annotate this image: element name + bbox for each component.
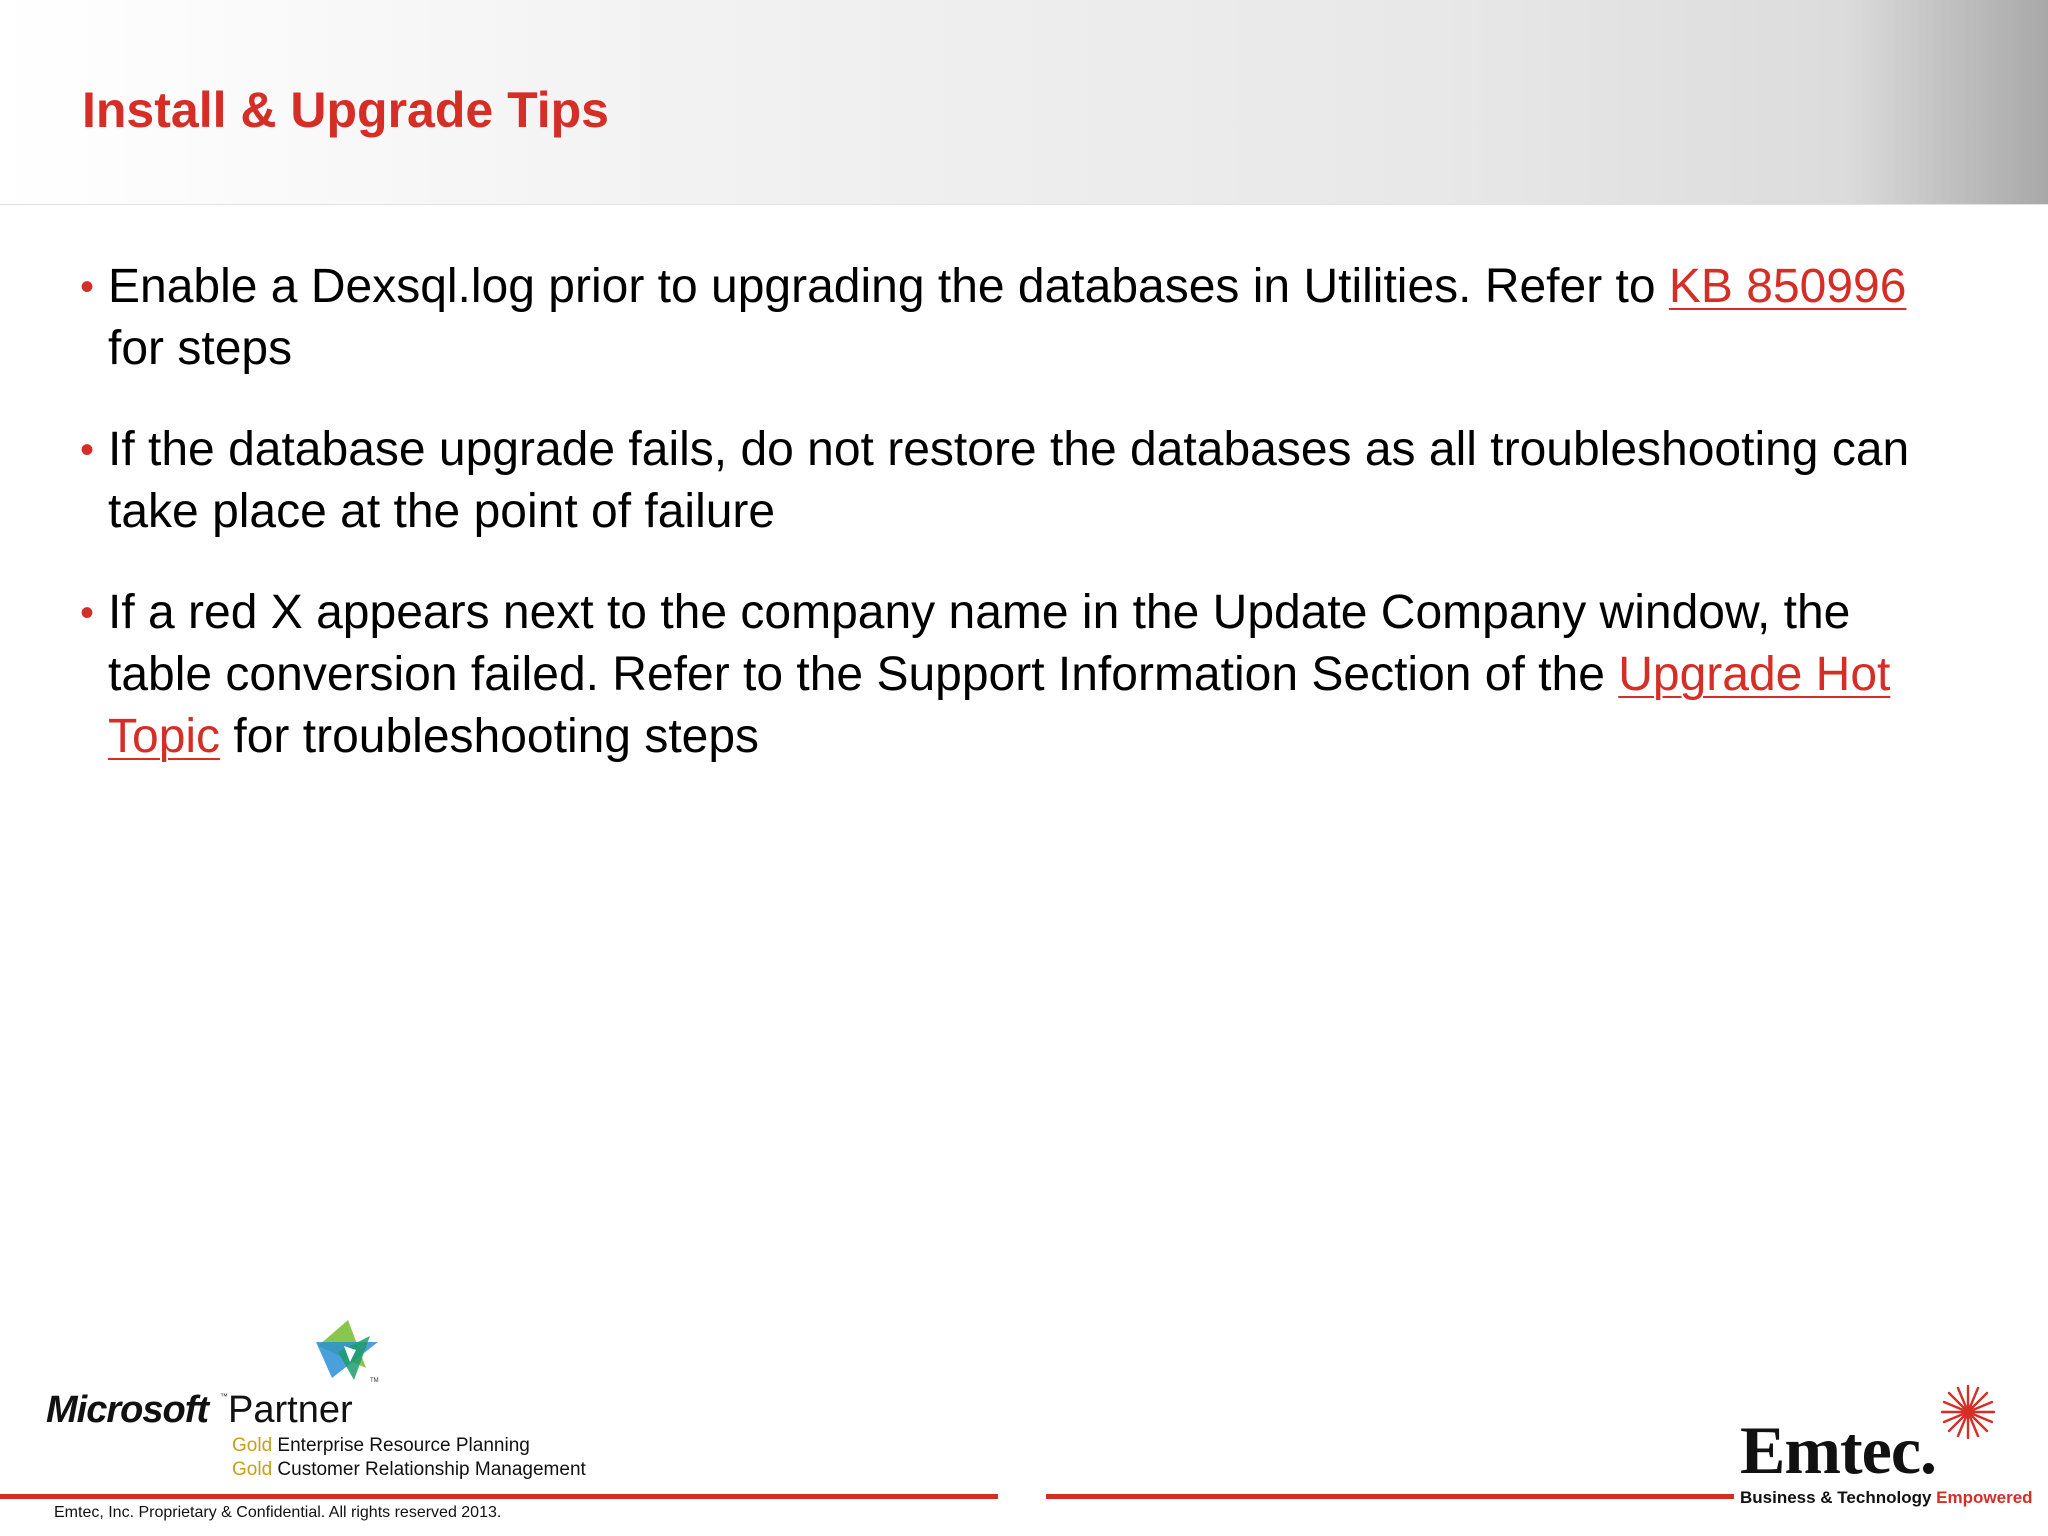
emtec-tagline: Business & Technology Empowered	[1740, 1488, 2033, 1507]
bullet-item-3	[80, 582, 1960, 768]
copyright-notice: Emtec, Inc. Proprietary & Confidential. All rights reserved 2013.	[54, 1504, 502, 1521]
bullet-text: If the database upgrade fails, do not restore the databases as all troubleshooting can take place at the point of failure	[108, 423, 1910, 538]
footer-divider-left	[0, 1494, 998, 1499]
footer-divider-right	[1046, 1494, 1734, 1499]
emtec-wordmark: Emtec.	[1740, 1412, 1937, 1488]
bullet-item-2	[80, 419, 1960, 543]
partner-label: Partner	[228, 1389, 353, 1431]
kb-850996-link[interactable]: KB 850996	[1668, 260, 1907, 313]
bullet-text: for steps	[108, 322, 293, 375]
emtec-starburst-icon	[1940, 1384, 1996, 1440]
slide-title: Install & Upgrade Tips	[82, 82, 609, 138]
competency-crm: Gold Customer Relationship Management	[232, 1459, 586, 1480]
bullet-marker: •	[80, 265, 95, 309]
bullet-item-1	[80, 256, 1960, 380]
slide-header	[0, 0, 2048, 205]
bullet-text: If a red X appears next to the company name in the Update Company window, the table conversion failed. Refer to the Support Information Section of the	[108, 586, 1851, 701]
bullet-text: for troubleshooting steps	[220, 710, 760, 763]
bullet-text: Enable a Dexsql.log prior to upgrading the databases in Utilities. Refer to	[108, 260, 1669, 313]
trademark-mark: ™	[220, 1392, 228, 1401]
upgrade-hot-topic-link[interactable]: Upgrade Hot Topic	[108, 648, 1891, 763]
microsoft-wordmark: Microsoft	[46, 1389, 208, 1431]
bullet-list	[80, 256, 1960, 807]
svg-text:TM: TM	[370, 1378, 379, 1384]
bullet-marker: •	[80, 591, 95, 635]
microsoft-partner-star-icon	[308, 1316, 388, 1386]
competency-erp: Gold Enterprise Resource Planning	[232, 1435, 530, 1456]
bullet-marker: •	[80, 428, 95, 472]
